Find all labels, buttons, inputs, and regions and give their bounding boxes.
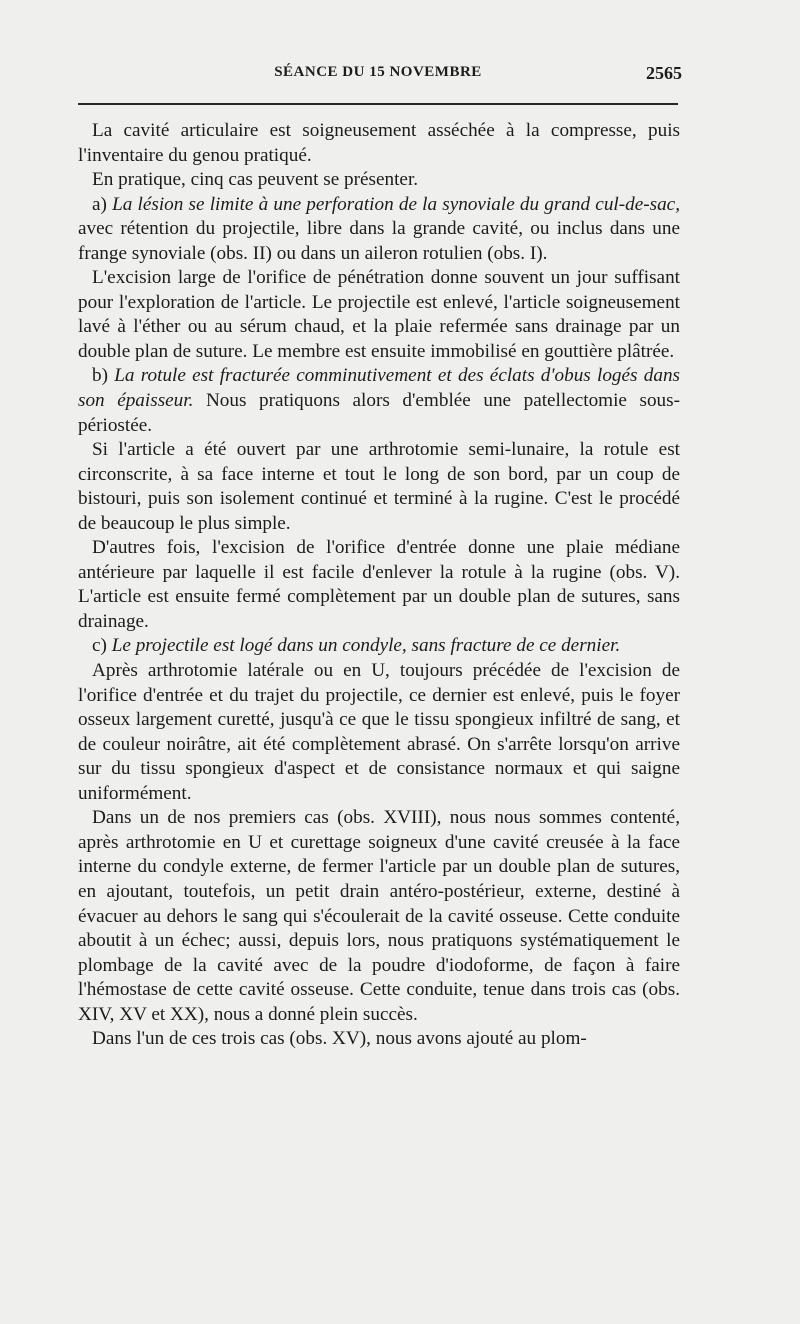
paragraph: L'excision large de l'orifice de pénétration donne souvent un jour suffisant pour l'exploration de l'article. Le projectile est enlevé, l'article soigneusement lavé à l'éther ou au sérum chaud, et la plaie refermée sans drainage par un double plan de suture. Le membre est ensuite immobilisé en gouttière plâtrée. <box>78 267 680 362</box>
paragraph: Si l'article a été ouvert par une arthrotomie semi-lunaire, la rotule est circonscrite, à sa face interne et tout le long de son bord, par un coup de bistouri, puis son isolement continué et terminé à la rugine. C'est le procédé de beaucoup le plus simple. <box>78 439 680 534</box>
body-text <box>78 119 680 1052</box>
paragraph: Après arthrotomie latérale ou en U, toujours précédée de l'excision de l'orifice d'entrée et du trajet du projectile, ce dernier est enlevé, puis le foyer osseux largement curetté, jusqu'à ce que le tissu spongieux infiltré de sang, et de couleur noirâtre, ait été complètement abrasé. On s'arrête lorsqu'on arrive sur du tissu spongieux d'aspect et de consistance normaux et qui saigne uniformément. <box>78 660 680 804</box>
paragraph: La cavité articulaire est soigneusement asséchée à la compresse, puis l'inventaire du genou pratiqué. <box>78 120 680 166</box>
header-rule <box>78 103 678 105</box>
item-text: avec rétention du projectile, libre dans la grande cavité, ou inclus dans une frange synoviale (obs. II) ou dans un aileron rotulien (obs. I). <box>78 218 680 264</box>
item-heading: La lésion se limite à une perforation de la synoviale du grand cul-de-sac, <box>112 193 681 215</box>
page-header <box>76 64 680 88</box>
paragraph-c <box>78 634 680 659</box>
item-heading: Le projectile est logé dans un condyle, sans fracture de ce dernier. <box>111 635 621 657</box>
item-marker: a) <box>92 193 113 215</box>
paragraph: Dans l'un de ces trois cas (obs. XV), nous avons ajouté au plom- <box>92 1028 587 1050</box>
item-marker: b) <box>92 365 115 387</box>
item-heading: La rotule est fracturée comminutivement et des éclats d'obus logés dans son épaisseur. <box>78 365 681 412</box>
paragraph: En pratique, cinq cas peuvent se présenter. <box>92 169 419 191</box>
paragraph: D'autres fois, l'excision de l'orifice d'entrée donne une plaie médiane antérieure par laquelle il est facile d'enlever la rotule à la rugine (obs. V). L'article est ensuite fermé complètement par un double plan de sutures, sans drainage. <box>78 537 680 632</box>
paragraph-a <box>78 193 680 267</box>
item-marker: c) <box>92 635 112 657</box>
running-title: SÉANCE DU 15 NOVEMBRE <box>274 64 482 80</box>
page-number: 2565 <box>646 63 682 83</box>
paragraph: Dans un de nos premiers cas (obs. XVIII), nous nous sommes contenté, après arthrotomie en U et curettage soigneux d'une cavité creusée à la face interne du condyle externe, de fermer l'article par un double plan de sutures, en ajoutant, toutefois, un petit drain antéro-postérieur, externe, destiné à évacuer au dehors le sang qui s'écoulerait de la cavité osseuse. Cette conduite aboutit à un échec; aussi, depuis lors, nous pratiquons systématiquement le plombage de la cavité avec de la poudre d'iodoforme, de façon à faire l'hémostase de cette cavité osseuse. Cette conduite, tenue dans trois cas (obs. XIV, XV et XX), nous a donné plein succès. <box>78 807 680 1025</box>
paragraph-b <box>78 364 680 438</box>
item-text: Nous pratiquons alors d'emblée une patellectomie sous-périostée. <box>78 390 680 436</box>
